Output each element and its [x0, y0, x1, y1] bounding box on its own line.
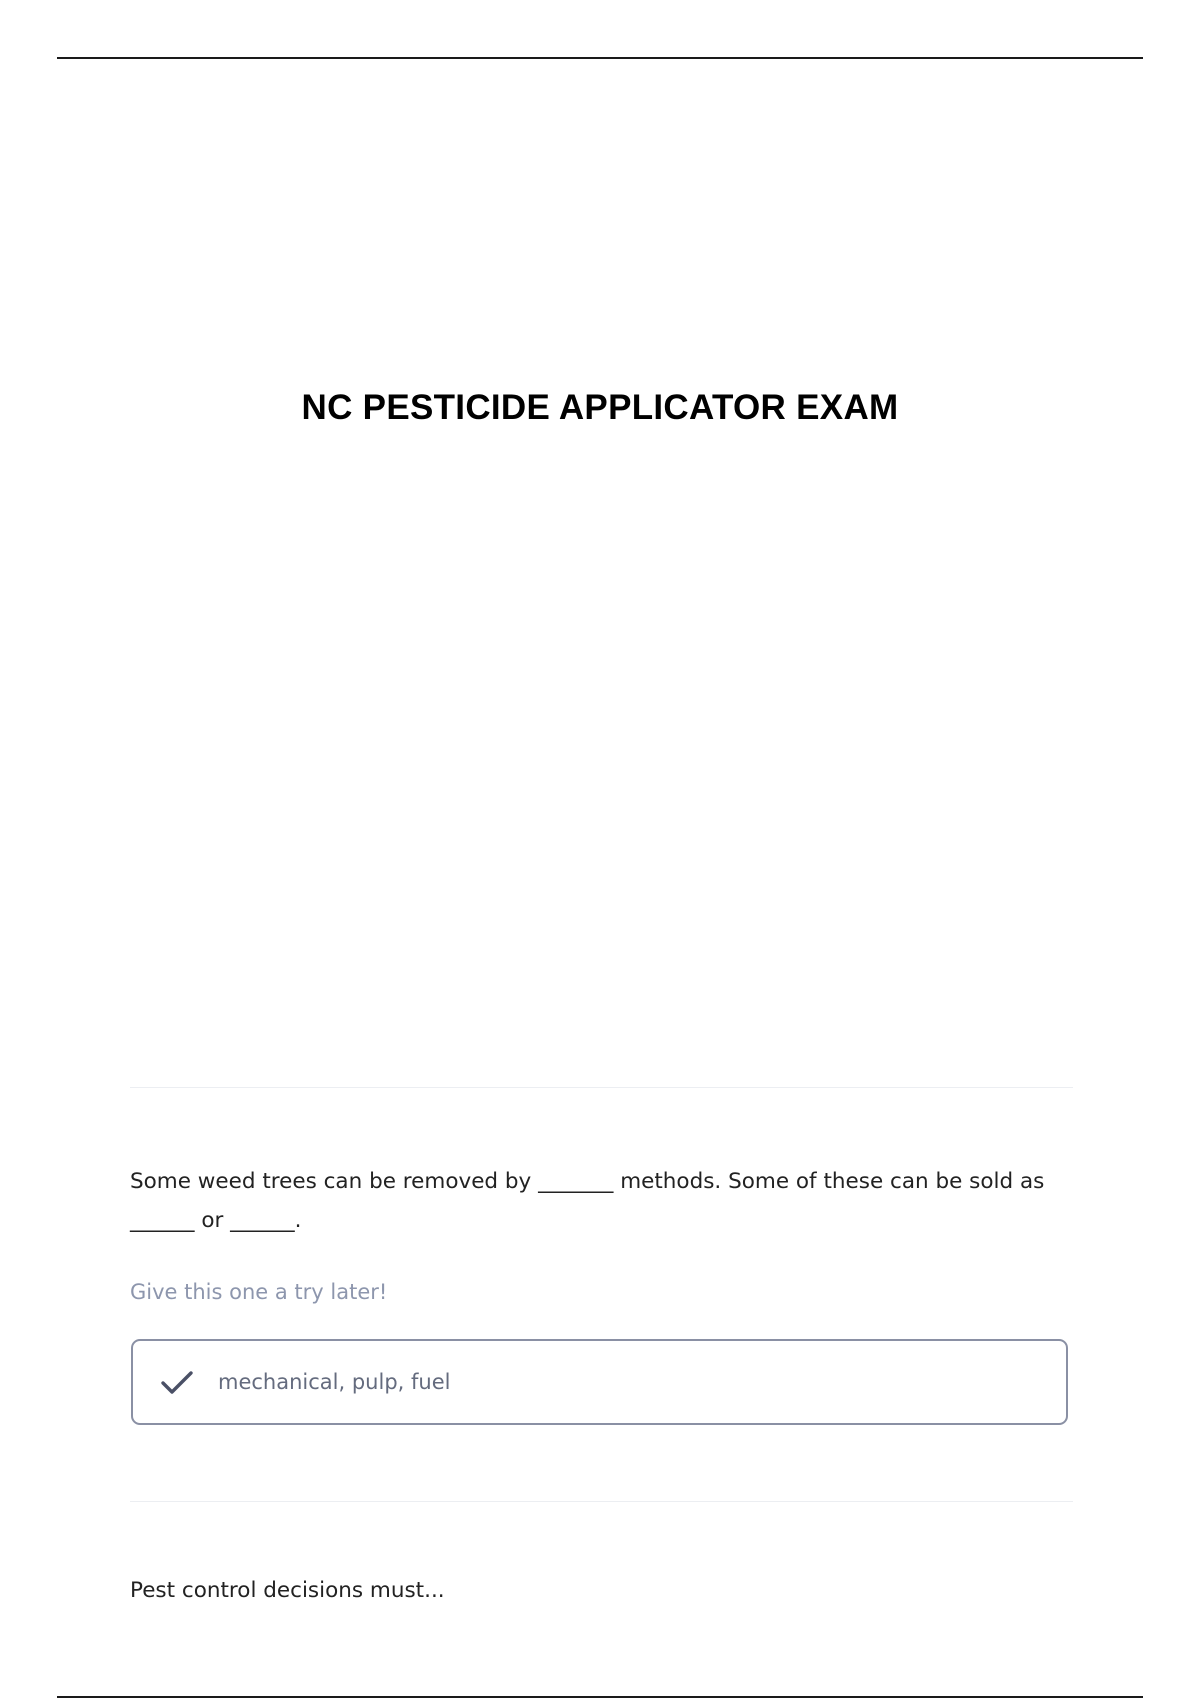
page-bottom-rule — [57, 1696, 1143, 1698]
flashcard-answer-box[interactable] — [131, 1339, 1068, 1425]
card-divider — [130, 1087, 1073, 1088]
document-title: NC PESTICIDE APPLICATOR EXAM — [301, 388, 899, 427]
page-top-rule — [57, 57, 1143, 59]
flashcard-question: Pest control decisions must... — [130, 1578, 445, 1603]
flashcard-answer-text: mechanical, pulp, fuel — [218, 1370, 451, 1394]
flashcard-hint: Give this one a try later! — [130, 1280, 388, 1304]
card-divider — [130, 1501, 1073, 1502]
flashcard-question: Some weed trees can be removed by _______ methods. Some of these can be sold as ______ or ______. — [130, 1169, 1045, 1233]
check-icon — [160, 1369, 194, 1397]
